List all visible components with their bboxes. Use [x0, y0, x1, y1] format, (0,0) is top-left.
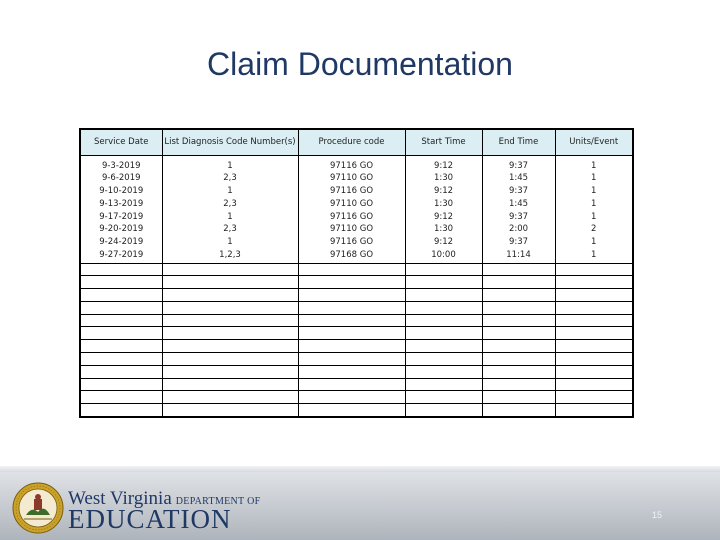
- table-cell-empty: [80, 404, 162, 417]
- table-cell-empty: [162, 301, 298, 314]
- table-cell-empty: [162, 365, 298, 378]
- table-cell: 2: [591, 224, 597, 235]
- table-row: [80, 391, 633, 404]
- table-cell-empty: [162, 340, 298, 353]
- table-row: [80, 340, 633, 353]
- table-cell-empty: [162, 404, 298, 417]
- table-cell: 97116 GO: [329, 160, 374, 171]
- table-cell-empty: [482, 276, 555, 289]
- table-cell: 1: [591, 250, 597, 261]
- column-procedure-code: [298, 155, 405, 263]
- header-units-event: Units/Event: [555, 129, 633, 155]
- table-cell: 9:37: [508, 160, 529, 171]
- table-cell-empty: [405, 276, 482, 289]
- table-cell-empty: [405, 289, 482, 302]
- table-cell: 9-27-2019: [99, 250, 144, 261]
- logo-education: EDUCATION: [68, 504, 232, 534]
- table-cell: 9:37: [508, 186, 529, 197]
- table-cell-empty: [80, 276, 162, 289]
- column-end-time: [482, 155, 555, 263]
- table-cell: 10:00: [431, 250, 456, 261]
- header-start-time: Start Time: [405, 129, 482, 155]
- table-row-entries: [80, 155, 633, 263]
- table-cell-empty: [555, 314, 633, 327]
- table-cell: 1: [591, 173, 597, 184]
- table-cell-empty: [80, 365, 162, 378]
- table-cell-empty: [482, 327, 555, 340]
- table-cell-empty: [298, 378, 405, 391]
- table-cell: 97116 GO: [329, 211, 374, 222]
- table-cell-empty: [482, 391, 555, 404]
- table-cell-empty: [555, 353, 633, 366]
- table-cell-empty: [405, 301, 482, 314]
- table-cell: 1: [591, 186, 597, 197]
- table-cell-empty: [405, 353, 482, 366]
- table-cell: 1: [227, 160, 233, 171]
- table-cell: 9-13-2019: [99, 198, 144, 209]
- table-cell-empty: [80, 263, 162, 276]
- table-cell-empty: [482, 301, 555, 314]
- table-cell: 9-20-2019: [99, 224, 144, 235]
- table-cell: 9-10-2019: [99, 186, 144, 197]
- table-cell-empty: [555, 391, 633, 404]
- table-row: [80, 327, 633, 340]
- table-cell: 9-17-2019: [99, 211, 144, 222]
- table-cell-empty: [298, 404, 405, 417]
- table-row: [80, 378, 633, 391]
- table-cell-empty: [162, 391, 298, 404]
- table-cell-empty: [482, 340, 555, 353]
- table-cell: 9-24-2019: [99, 237, 144, 248]
- table-cell: 1:30: [433, 224, 454, 235]
- table-cell-empty: [555, 276, 633, 289]
- table-cell-empty: [405, 378, 482, 391]
- table-body: [80, 155, 633, 417]
- table-cell: 1: [227, 186, 233, 197]
- table-row: [80, 365, 633, 378]
- table-cell: 97168 GO: [329, 250, 374, 261]
- table-cell: 9:37: [508, 211, 529, 222]
- table-cell-empty: [298, 365, 405, 378]
- table-cell-empty: [482, 263, 555, 276]
- table-row: [80, 289, 633, 302]
- table-cell: 97110 GO: [329, 224, 374, 235]
- table-cell-empty: [162, 314, 298, 327]
- table-cell: 1: [227, 237, 233, 248]
- table-cell-empty: [555, 327, 633, 340]
- table-cell: 2,3: [223, 198, 237, 209]
- table-cell-empty: [80, 301, 162, 314]
- table-cell-empty: [162, 289, 298, 302]
- table-cell: 1:45: [508, 173, 529, 184]
- table-cell-empty: [405, 365, 482, 378]
- table-cell: 1:30: [433, 198, 454, 209]
- table-cell-empty: [482, 404, 555, 417]
- table-cell-empty: [555, 340, 633, 353]
- table-cell-empty: [80, 314, 162, 327]
- table-cell: 1: [591, 237, 597, 248]
- table-row: [80, 353, 633, 366]
- table-cell: 9-6-2019: [101, 173, 141, 184]
- logo-west-virginia: West Virginia: [68, 488, 172, 509]
- table-cell: 9:12: [433, 211, 454, 222]
- table-cell: 2,3: [223, 224, 237, 235]
- table-header-row: [80, 129, 633, 155]
- table-cell-empty: [298, 276, 405, 289]
- table-cell-empty: [80, 391, 162, 404]
- table-cell-empty: [162, 327, 298, 340]
- table-cell: 9:12: [433, 186, 454, 197]
- table-cell: 1,2,3: [219, 250, 241, 261]
- table-cell: 9:12: [433, 160, 454, 171]
- table-cell-empty: [80, 327, 162, 340]
- table-cell-empty: [405, 263, 482, 276]
- table-cell-empty: [80, 378, 162, 391]
- header-service-date: Service Date: [80, 129, 162, 155]
- table-cell-empty: [80, 340, 162, 353]
- table-cell: 2:00: [508, 224, 529, 235]
- table-row: [80, 276, 633, 289]
- logo-department-of: DEPARTMENT OF: [175, 496, 261, 507]
- header-diagnosis-codes: List Diagnosis Code Number(s): [162, 129, 298, 155]
- table-cell-empty: [482, 378, 555, 391]
- table-cell-empty: [162, 353, 298, 366]
- header-procedure-code: Procedure code: [298, 129, 405, 155]
- header-end-time: End Time: [482, 129, 555, 155]
- table-cell: 97116 GO: [329, 237, 374, 248]
- table-cell-empty: [298, 314, 405, 327]
- table-cell-empty: [80, 289, 162, 302]
- column-start-time: [405, 155, 482, 263]
- table-cell-empty: [555, 378, 633, 391]
- table-cell-empty: [298, 301, 405, 314]
- table-cell: 9-3-2019: [101, 160, 141, 171]
- table-cell: 1:45: [508, 198, 529, 209]
- table-cell-empty: [80, 353, 162, 366]
- table-cell: 97110 GO: [329, 173, 374, 184]
- table-row: [80, 404, 633, 417]
- column-service-date: [80, 155, 162, 263]
- table-cell-empty: [405, 314, 482, 327]
- column-diagnosis-codes: [162, 155, 298, 263]
- table-cell-empty: [162, 263, 298, 276]
- table-row: [80, 263, 633, 276]
- page-number: 15: [652, 510, 663, 520]
- table-cell: 9:37: [508, 237, 529, 248]
- table-cell-empty: [555, 365, 633, 378]
- table-cell-empty: [555, 289, 633, 302]
- table-cell-empty: [555, 404, 633, 417]
- table-cell: 1: [591, 160, 597, 171]
- wv-state-seal-icon: [12, 482, 64, 534]
- table-cell-empty: [162, 378, 298, 391]
- table-cell-empty: [405, 340, 482, 353]
- table-cell-empty: [482, 289, 555, 302]
- table-cell-empty: [405, 404, 482, 417]
- table-cell: 2,3: [223, 173, 237, 184]
- table-cell-empty: [482, 365, 555, 378]
- table-cell-empty: [555, 263, 633, 276]
- claim-documentation-table: [79, 128, 634, 418]
- table-cell-empty: [162, 276, 298, 289]
- table-cell: 9:12: [433, 237, 454, 248]
- table-row: [80, 314, 633, 327]
- table-cell-empty: [298, 327, 405, 340]
- slide-title: Claim Documentation: [207, 46, 513, 82]
- table-cell-empty: [298, 263, 405, 276]
- table-cell-empty: [405, 391, 482, 404]
- table-cell-empty: [482, 353, 555, 366]
- table-cell-empty: [482, 314, 555, 327]
- table-cell-empty: [298, 340, 405, 353]
- table-cell-empty: [298, 391, 405, 404]
- table-row: [80, 301, 633, 314]
- column-units-event: [555, 155, 633, 263]
- table-cell: 1: [227, 211, 233, 222]
- table-cell: 1: [591, 198, 597, 209]
- table-cell: 1: [591, 211, 597, 222]
- table-cell-empty: [555, 301, 633, 314]
- table-cell: 11:14: [506, 250, 531, 261]
- table-cell: 97116 GO: [329, 186, 374, 197]
- table-cell-empty: [405, 327, 482, 340]
- table-cell: 97110 GO: [329, 198, 374, 209]
- table-cell: 1:30: [433, 173, 454, 184]
- table-cell-empty: [298, 353, 405, 366]
- table-cell-empty: [298, 289, 405, 302]
